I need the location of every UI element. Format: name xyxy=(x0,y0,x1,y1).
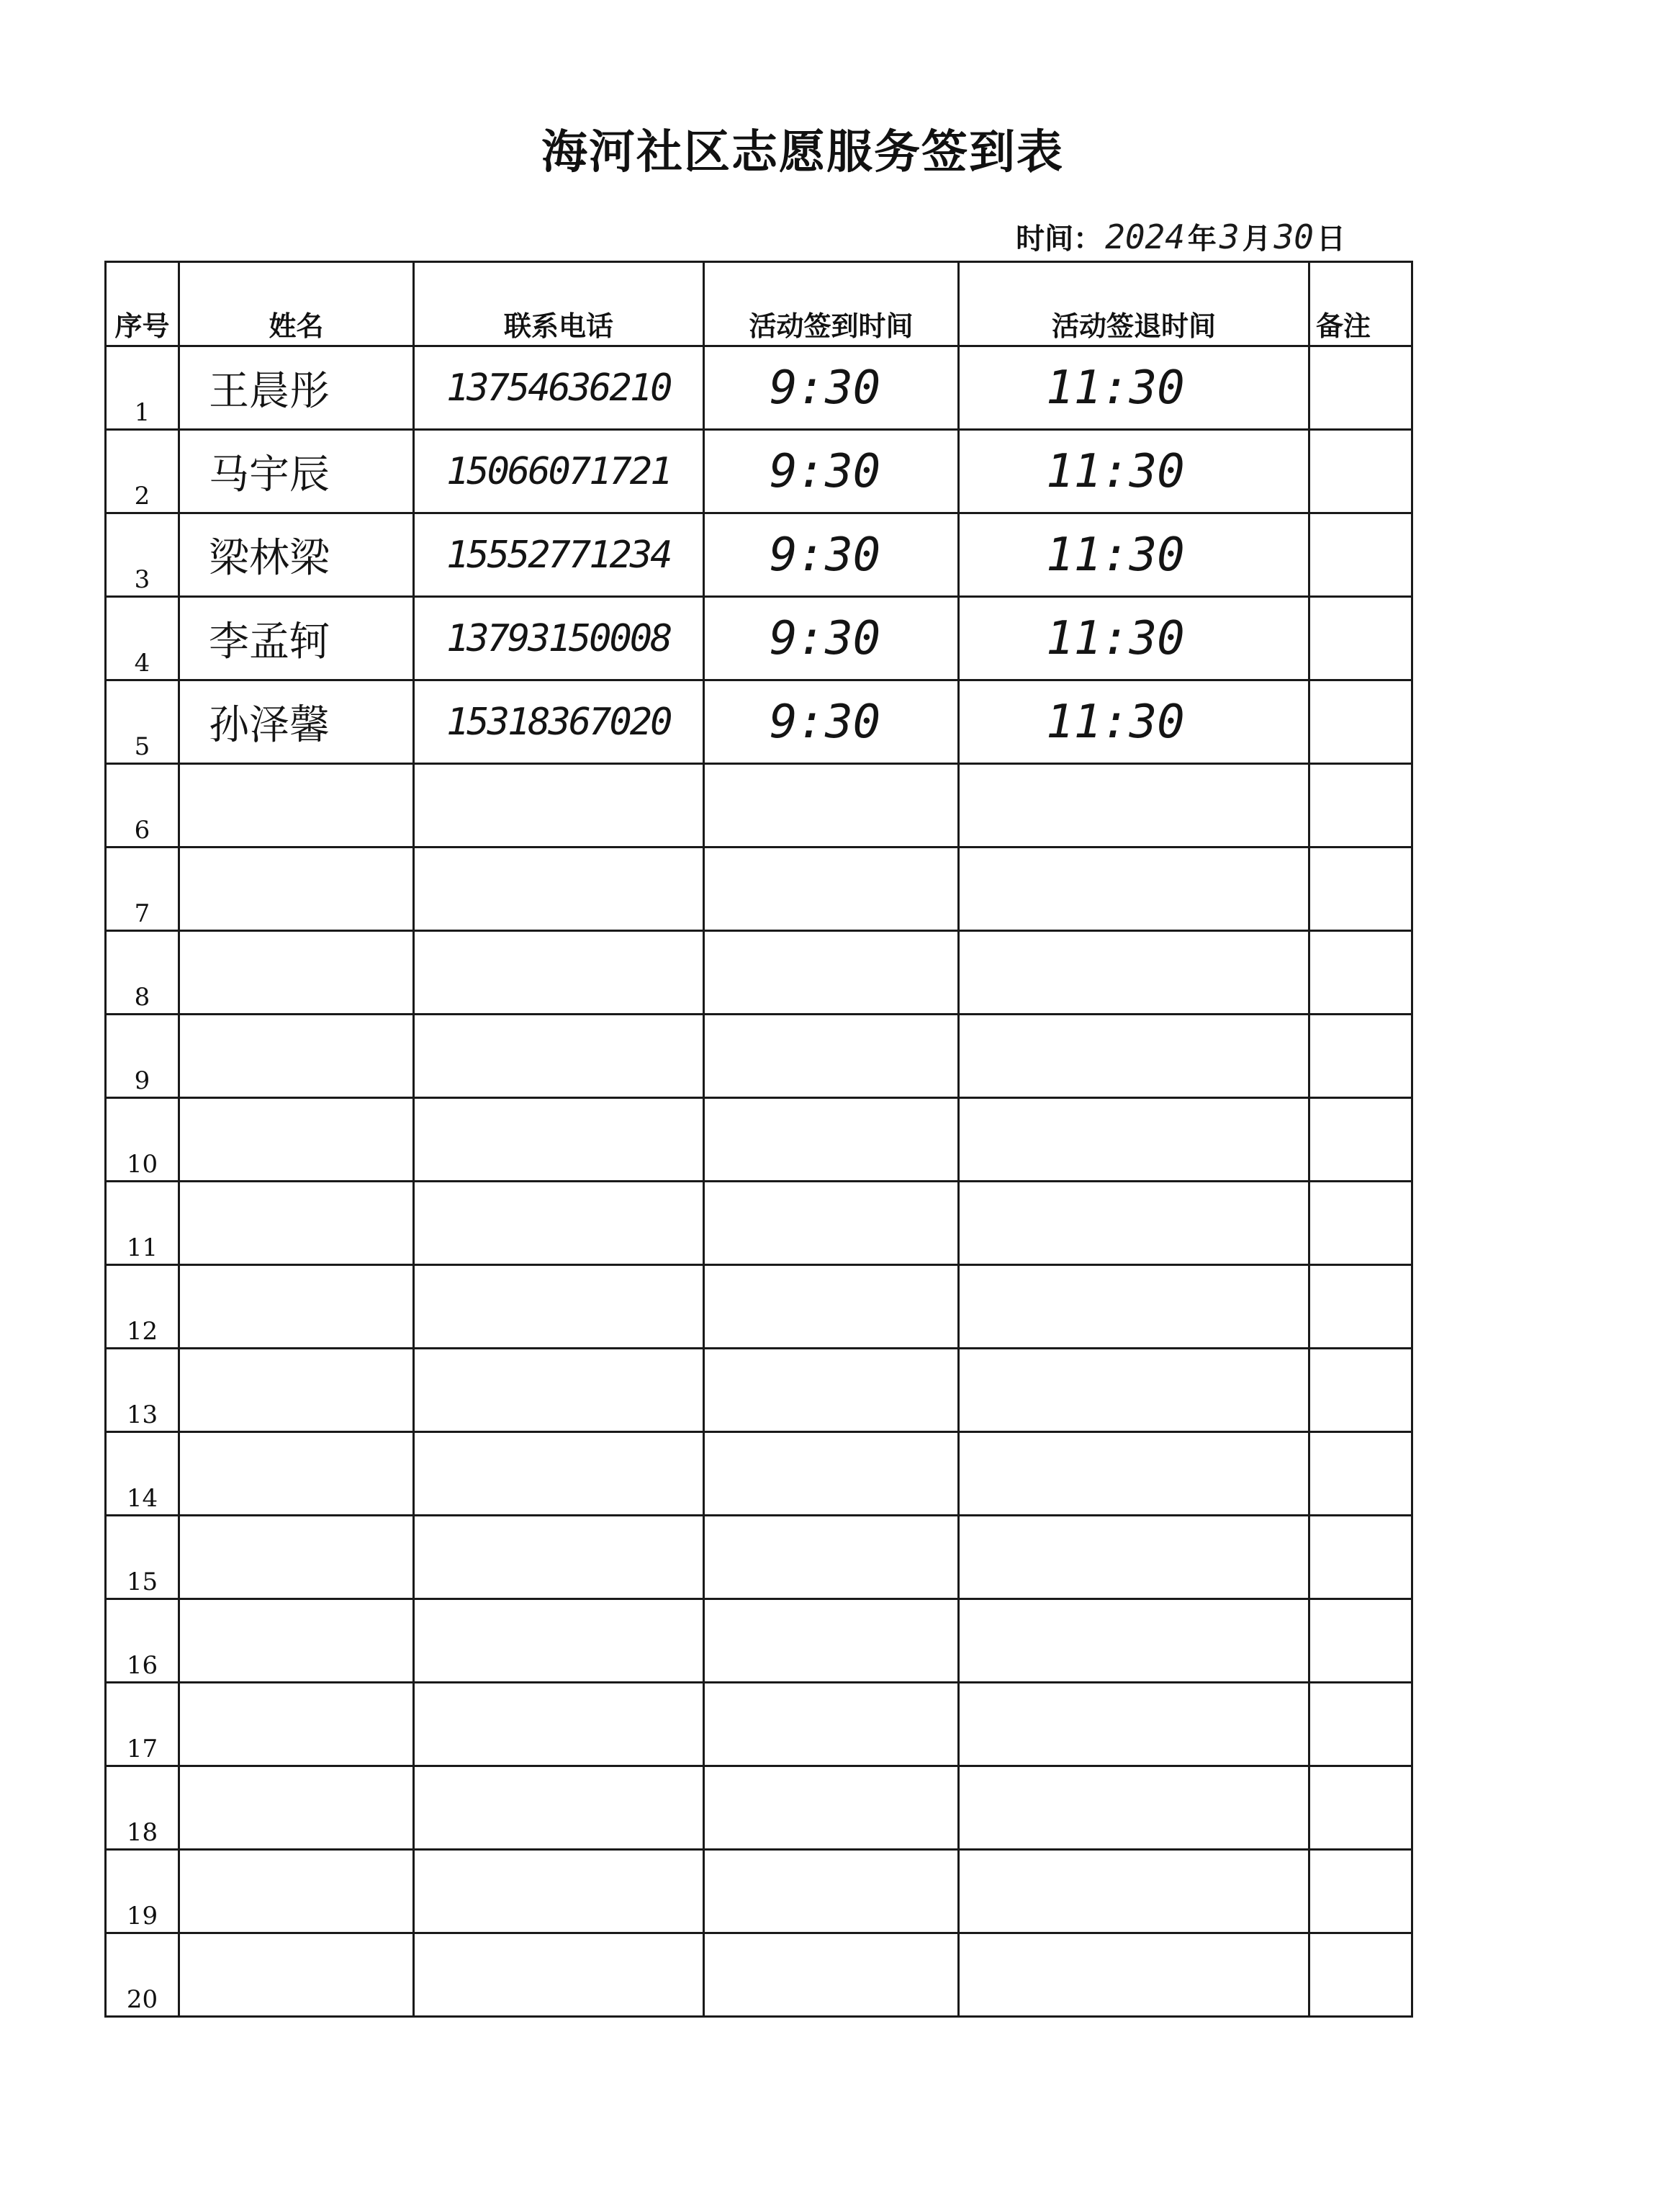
date-year: 2024 xyxy=(1105,217,1185,256)
sign-out-time-cell: 11:30 xyxy=(959,597,1309,680)
remark-cell xyxy=(1309,1265,1412,1349)
sign-out-time-cell xyxy=(959,764,1309,848)
header-sign-in-time: 活动签到时间 xyxy=(704,262,959,346)
signin-table xyxy=(104,261,1413,2018)
table-row xyxy=(106,1683,1412,1766)
remark-cell xyxy=(1309,1933,1412,2017)
sign-out-time-cell xyxy=(959,1766,1309,1850)
row-number: 19 xyxy=(106,1850,179,1933)
sign-out-time-cell xyxy=(959,1933,1309,2017)
name-cell xyxy=(179,1683,414,1766)
sign-in-time-cell xyxy=(704,1098,959,1182)
name-cell xyxy=(179,1432,414,1516)
sign-in-time-cell xyxy=(704,764,959,848)
name-cell xyxy=(179,848,414,931)
table-row xyxy=(106,346,1412,430)
table-header-row xyxy=(106,262,1412,346)
table-row xyxy=(106,931,1412,1015)
name-cell xyxy=(179,1599,414,1683)
row-number: 12 xyxy=(106,1265,179,1349)
table-row xyxy=(106,430,1412,513)
name-cell: 马宇辰 xyxy=(179,430,414,513)
phone-cell xyxy=(414,1516,704,1599)
header-sign-out-time: 活动签退时间 xyxy=(959,262,1309,346)
sign-in-time-cell xyxy=(704,1766,959,1850)
sign-out-time-cell xyxy=(959,848,1309,931)
name-cell xyxy=(179,1349,414,1432)
date-label: 时间： xyxy=(1016,222,1103,256)
date-month: 3 xyxy=(1219,217,1240,256)
row-number: 14 xyxy=(106,1432,179,1516)
table-row xyxy=(106,1516,1412,1599)
sign-in-time-cell: 9:30 xyxy=(704,680,959,764)
remark-cell xyxy=(1309,1432,1412,1516)
sign-in-time-cell xyxy=(704,1349,959,1432)
sign-out-time-cell: 11:30 xyxy=(959,680,1309,764)
name-cell xyxy=(179,1015,414,1098)
phone-cell xyxy=(414,1766,704,1850)
phone-cell xyxy=(414,931,704,1015)
table-row xyxy=(106,1850,1412,1933)
name-cell xyxy=(179,1766,414,1850)
header-phone: 联系电话 xyxy=(414,262,704,346)
table-body xyxy=(106,346,1412,2017)
remark-cell xyxy=(1309,764,1412,848)
sign-in-time-cell xyxy=(704,1265,959,1349)
remark-cell xyxy=(1309,931,1412,1015)
sign-in-time-cell xyxy=(704,931,959,1015)
sign-in-time-cell xyxy=(704,1516,959,1599)
name-cell xyxy=(179,1182,414,1265)
row-number: 4 xyxy=(106,597,179,680)
row-number: 7 xyxy=(106,848,179,931)
row-number: 1 xyxy=(106,346,179,430)
row-number: 8 xyxy=(106,931,179,1015)
header-remark: 备注 xyxy=(1309,262,1412,346)
remark-cell xyxy=(1309,1098,1412,1182)
name-cell xyxy=(179,931,414,1015)
remark-cell xyxy=(1309,1182,1412,1265)
sign-in-time-cell xyxy=(704,1933,959,2017)
phone-cell xyxy=(414,1098,704,1182)
sign-in-time-cell xyxy=(704,1683,959,1766)
sign-out-time-cell xyxy=(959,1015,1309,1098)
table-row xyxy=(106,848,1412,931)
date-day: 30 xyxy=(1273,217,1314,256)
sign-out-time-cell xyxy=(959,1432,1309,1516)
sign-out-time-cell xyxy=(959,1265,1309,1349)
remark-cell xyxy=(1309,1516,1412,1599)
table-row xyxy=(106,1098,1412,1182)
sign-out-time-cell xyxy=(959,1683,1309,1766)
table-row xyxy=(106,680,1412,764)
sign-out-time-cell xyxy=(959,1850,1309,1933)
sign-in-time-cell: 9:30 xyxy=(704,513,959,597)
table-row xyxy=(106,597,1412,680)
phone-cell: 15318367020 xyxy=(414,680,704,764)
table-row xyxy=(106,764,1412,848)
table-row xyxy=(106,1766,1412,1850)
remark-cell xyxy=(1309,1015,1412,1098)
name-cell xyxy=(179,1516,414,1599)
row-number: 18 xyxy=(106,1766,179,1850)
row-number: 16 xyxy=(106,1599,179,1683)
sign-in-time-cell: 9:30 xyxy=(704,597,959,680)
row-number: 9 xyxy=(106,1015,179,1098)
header-no: 序号 xyxy=(106,262,179,346)
sign-out-time-cell xyxy=(959,1349,1309,1432)
sign-in-time-cell xyxy=(704,1850,959,1933)
sign-out-time-cell xyxy=(959,1182,1309,1265)
name-cell xyxy=(179,1265,414,1349)
name-cell: 梁林梁 xyxy=(179,513,414,597)
sign-out-time-cell: 11:30 xyxy=(959,430,1309,513)
row-number: 20 xyxy=(106,1933,179,2017)
remark-cell xyxy=(1309,848,1412,931)
remark-cell xyxy=(1309,1766,1412,1850)
name-cell xyxy=(179,1850,414,1933)
date-month-unit: 月 xyxy=(1242,222,1271,256)
row-number: 3 xyxy=(106,513,179,597)
table-row xyxy=(106,1599,1412,1683)
phone-cell xyxy=(414,1182,704,1265)
name-cell xyxy=(179,764,414,848)
header-name: 姓名 xyxy=(179,262,414,346)
row-number: 6 xyxy=(106,764,179,848)
sign-in-time-cell xyxy=(704,848,959,931)
phone-cell xyxy=(414,1349,704,1432)
remark-cell xyxy=(1309,1683,1412,1766)
sign-out-time-cell xyxy=(959,931,1309,1015)
sign-in-time-cell xyxy=(704,1432,959,1516)
row-number: 13 xyxy=(106,1349,179,1432)
row-number: 2 xyxy=(106,430,179,513)
row-number: 15 xyxy=(106,1516,179,1599)
phone-cell xyxy=(414,1933,704,2017)
remark-cell xyxy=(1309,597,1412,680)
row-number: 5 xyxy=(106,680,179,764)
date-year-unit: 年 xyxy=(1187,222,1217,256)
phone-cell: 13793150008 xyxy=(414,597,704,680)
sign-out-time-cell: 11:30 xyxy=(959,346,1309,430)
date-line xyxy=(1016,216,1345,257)
phone-cell xyxy=(414,848,704,931)
phone-cell xyxy=(414,1432,704,1516)
table-row xyxy=(106,1349,1412,1432)
phone-cell xyxy=(414,1683,704,1766)
table-row xyxy=(106,1015,1412,1098)
name-cell xyxy=(179,1933,414,2017)
phone-cell xyxy=(414,1015,704,1098)
phone-cell: 15552771234 xyxy=(414,513,704,597)
table-row xyxy=(106,1182,1412,1265)
remark-cell xyxy=(1309,430,1412,513)
remark-cell xyxy=(1309,1349,1412,1432)
table-row xyxy=(106,1933,1412,2017)
row-number: 11 xyxy=(106,1182,179,1265)
name-cell: 孙泽馨 xyxy=(179,680,414,764)
page-title: 海河社区志愿服务签到表 xyxy=(541,126,1064,179)
remark-cell xyxy=(1309,1850,1412,1933)
phone-cell: 13754636210 xyxy=(414,346,704,430)
table-row xyxy=(106,1432,1412,1516)
name-cell: 李孟轲 xyxy=(179,597,414,680)
row-number: 10 xyxy=(106,1098,179,1182)
remark-cell xyxy=(1309,346,1412,430)
sign-in-time-cell: 9:30 xyxy=(704,430,959,513)
phone-cell: 15066071721 xyxy=(414,430,704,513)
row-number: 17 xyxy=(106,1683,179,1766)
sign-out-time-cell xyxy=(959,1098,1309,1182)
remark-cell xyxy=(1309,513,1412,597)
sign-in-time-cell xyxy=(704,1599,959,1683)
name-cell xyxy=(179,1098,414,1182)
remark-cell xyxy=(1309,680,1412,764)
sign-out-time-cell xyxy=(959,1516,1309,1599)
phone-cell xyxy=(414,1599,704,1683)
table-row xyxy=(106,1265,1412,1349)
sign-in-time-cell xyxy=(704,1182,959,1265)
remark-cell xyxy=(1309,1599,1412,1683)
sign-in-time-cell: 9:30 xyxy=(704,346,959,430)
name-cell: 王晨彤 xyxy=(179,346,414,430)
sign-out-time-cell: 11:30 xyxy=(959,513,1309,597)
phone-cell xyxy=(414,764,704,848)
date-day-unit: 日 xyxy=(1317,222,1345,256)
sign-in-time-cell xyxy=(704,1015,959,1098)
sign-out-time-cell xyxy=(959,1599,1309,1683)
table-row xyxy=(106,513,1412,597)
phone-cell xyxy=(414,1265,704,1349)
phone-cell xyxy=(414,1850,704,1933)
